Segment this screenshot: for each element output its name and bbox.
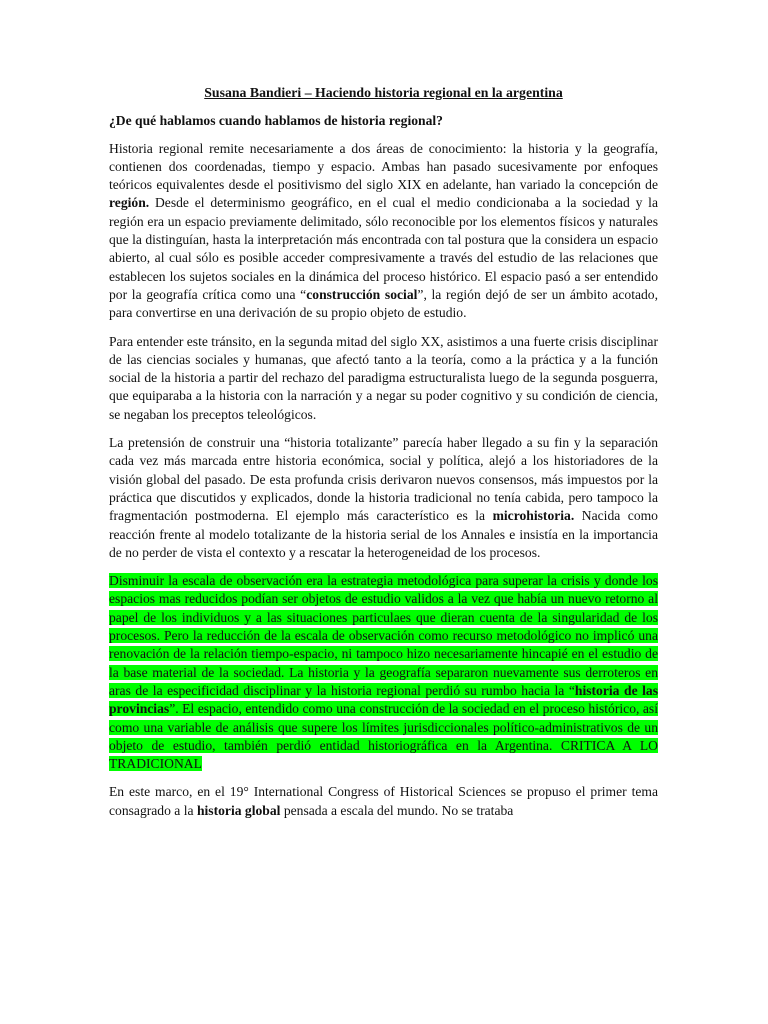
paragraph-4-highlighted [109, 572, 658, 773]
highlighted-text-segment: Disminuir la escala de observación era la estrategia metodológica para superar la crisis y donde los espacios mas reducidos podían ser objetos de estudio validos a la vez que había un nuevo retorno al papel de los individuos y a las situaciones particulaes que dieran cuenta de la singularidad de los procesos. Pero la reducción de la escala de observación como recurso metodológico no implicó una renovación de la relación tiempo-espacio, ni tampoco hizo necesariamente hincapié en el estudio de la base material de la sociedad. La historia y la geografía separaron nuevamente sus derroteros en aras de la especificidad disciplinar y la historia regional perdió su rumbo hacia la “ [109, 573, 658, 698]
text-segment: Nacida como reacción frente al modelo totalizante de la historia serial de los Annales e insistía en la importancia de no perder de vista el contexto y a rescatar la heterogeneidad de los procesos. [109, 508, 658, 560]
highlighted-bold-term: historia de las provincias [109, 682, 658, 717]
document-page [109, 84, 658, 830]
bold-term: construcción social [306, 286, 418, 302]
paragraph-2 [109, 333, 658, 424]
text-segment: Desde el determinismo geográfico, en el cual el medio condicionaba a la sociedad y la región era un espacio previamente delimitado, sólo reconocible por los elementos físicos y naturales que la distinguían, hasta la interpretación más encontrada con tal postura que la considera un espacio abierto, al cual sólo es posible acceder compresivamente a través del estudio de las relaciones que establecen los sujetos sociales en la dinámica del proceso histórico. El espacio pasó a ser entendido por la geografía crítica como una “ [109, 195, 658, 302]
highlighted-text-segment: ”. El espacio, entendido como una construcción de la sociedad en el proceso histórico, así como una variable de análisis que supere los límites jurisdiccionales político-administrativos de un objeto de estudio, también perdió entidad historiográfica en la Argentina. CRITICA A LO TRADICIONAL [109, 701, 658, 772]
bold-term: región. [109, 195, 150, 211]
paragraph-5 [109, 783, 658, 820]
paragraph-1 [109, 140, 658, 323]
text-segment: La pretensión de construir una “historia totalizante” parecía haber llegado a su fin y la separación cada vez más marcada entre historia económica, social y política, alejó a los historiadores de la visión global del pasado. De esta profunda crisis derivaron nuevos consensos, más impuestos por la práctica que discutidos y explicados, donde la historia tradicional no tenía cabida, pero tampoco la fragmentación postmoderna. El ejemplo más característico es la [109, 435, 658, 524]
text-segment: Para entender este tránsito, en la segunda mitad del siglo XX, asistimos a una fuerte crisis disciplinar de las ciencias sociales y humanas, que afectó tanto a la teoría, como a la práctica y a la función social de la historia a partir del rechazo del paradigma estructuralista luego de la segunda posguerra, que equiparaba a la historia con la narración y a negar su poder cognitivo y su condición de ciencia, se negaban los preceptos teleológicos. [109, 333, 658, 422]
paragraph-3 [109, 434, 658, 562]
section-question-heading: ¿De qué hablamos cuando hablamos de historia regional? [109, 113, 443, 129]
text-segment: pensada a escala del mundo. No se trataba [280, 802, 514, 818]
document-title: Susana Bandieri – Haciendo historia regional en la argentina [204, 85, 563, 100]
bold-term: historia global [196, 802, 281, 818]
text-segment: En este marco, en el 19° International Congress of Historical Sciences se propuso el primer tema consagrado a la [109, 784, 658, 818]
bold-term: microhistoria. [492, 508, 575, 524]
text-segment: ”, la región dejó de ser un ámbito acotado, para convertirse en una derivación de su propio objeto de estudio. [109, 286, 659, 321]
text-segment: Historia regional remite necesariamente a dos áreas de conocimiento: la historia y la geografía, contienen dos coordenadas, tiempo y espacio. Ambas han pasado sucesivamente por enfoques teóricos equivalentes desde el positivismo del siglo XIX en adelante, han variado la concepción de [109, 140, 658, 193]
